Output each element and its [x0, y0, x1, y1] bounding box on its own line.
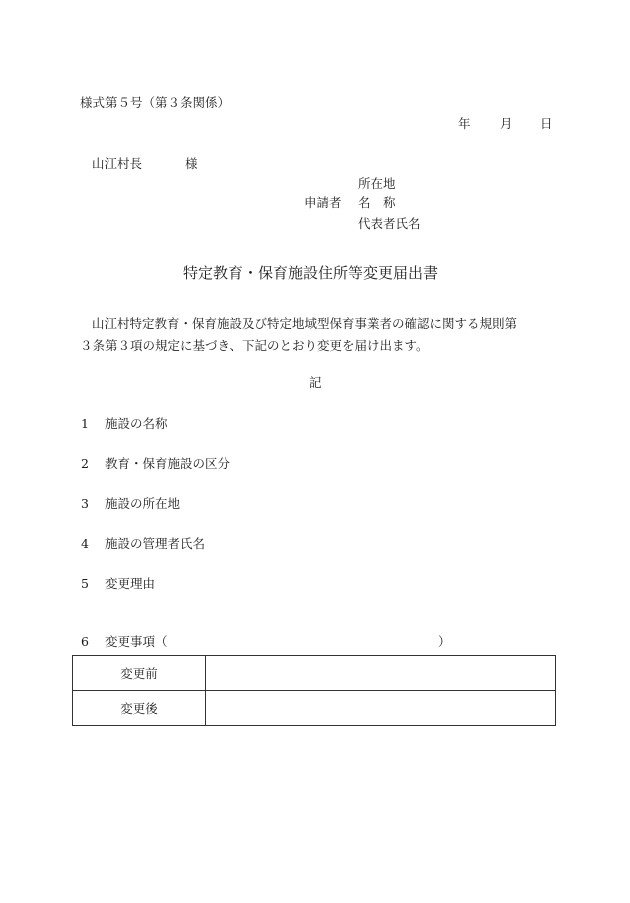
item-number: 3 — [81, 496, 89, 511]
item-label: 施設の所在地 — [105, 496, 181, 511]
applicant-label: 申請者 — [304, 195, 342, 210]
date-day-label: 日 — [540, 116, 553, 131]
item-number: 6 — [81, 634, 89, 649]
item-number: 1 — [81, 416, 89, 431]
change-table — [72, 655, 556, 726]
item-number: 4 — [81, 536, 89, 551]
after-label-cell: 変更後 — [73, 691, 206, 726]
before-value-cell[interactable] — [206, 656, 556, 691]
applicant-representative-label: 代表者氏名 — [358, 216, 421, 231]
table-row — [73, 656, 556, 691]
date-month-label: 月 — [500, 116, 513, 131]
change-item-label: 変更事項（ — [105, 634, 168, 649]
body-line-2: ３条第３項の規定に基づき、下記のとおり変更を届け出ます。 — [80, 338, 429, 353]
before-label-cell: 変更前 — [73, 656, 206, 691]
applicant-name-label: 名 称 — [358, 195, 396, 210]
form-number: 様式第５号（第３条関係） — [80, 95, 231, 110]
table-row — [73, 691, 556, 726]
date-year-label: 年 — [458, 116, 471, 131]
ki-heading: 記 — [309, 375, 322, 390]
item-label: 施設の名称 — [105, 416, 168, 431]
change-item-close-paren: ） — [438, 634, 451, 649]
item-label: 変更理由 — [105, 576, 156, 591]
applicant-address-label: 所在地 — [358, 176, 396, 191]
item-label: 施設の管理者氏名 — [105, 536, 206, 551]
item-label: 教育・保育施設の区分 — [105, 456, 231, 471]
addressee-honorific: 様 — [185, 156, 198, 171]
document-title: 特定教育・保育施設住所等変更届出書 — [183, 264, 439, 282]
after-value-cell[interactable] — [206, 691, 556, 726]
addressee-name: 山江村長 — [92, 156, 143, 171]
item-number: 5 — [81, 576, 89, 591]
body-line-1: 山江村特定教育・保育施設及び特定地域型保育事業者の確認に関する規則第 — [92, 316, 518, 331]
item-number: 2 — [81, 456, 89, 471]
